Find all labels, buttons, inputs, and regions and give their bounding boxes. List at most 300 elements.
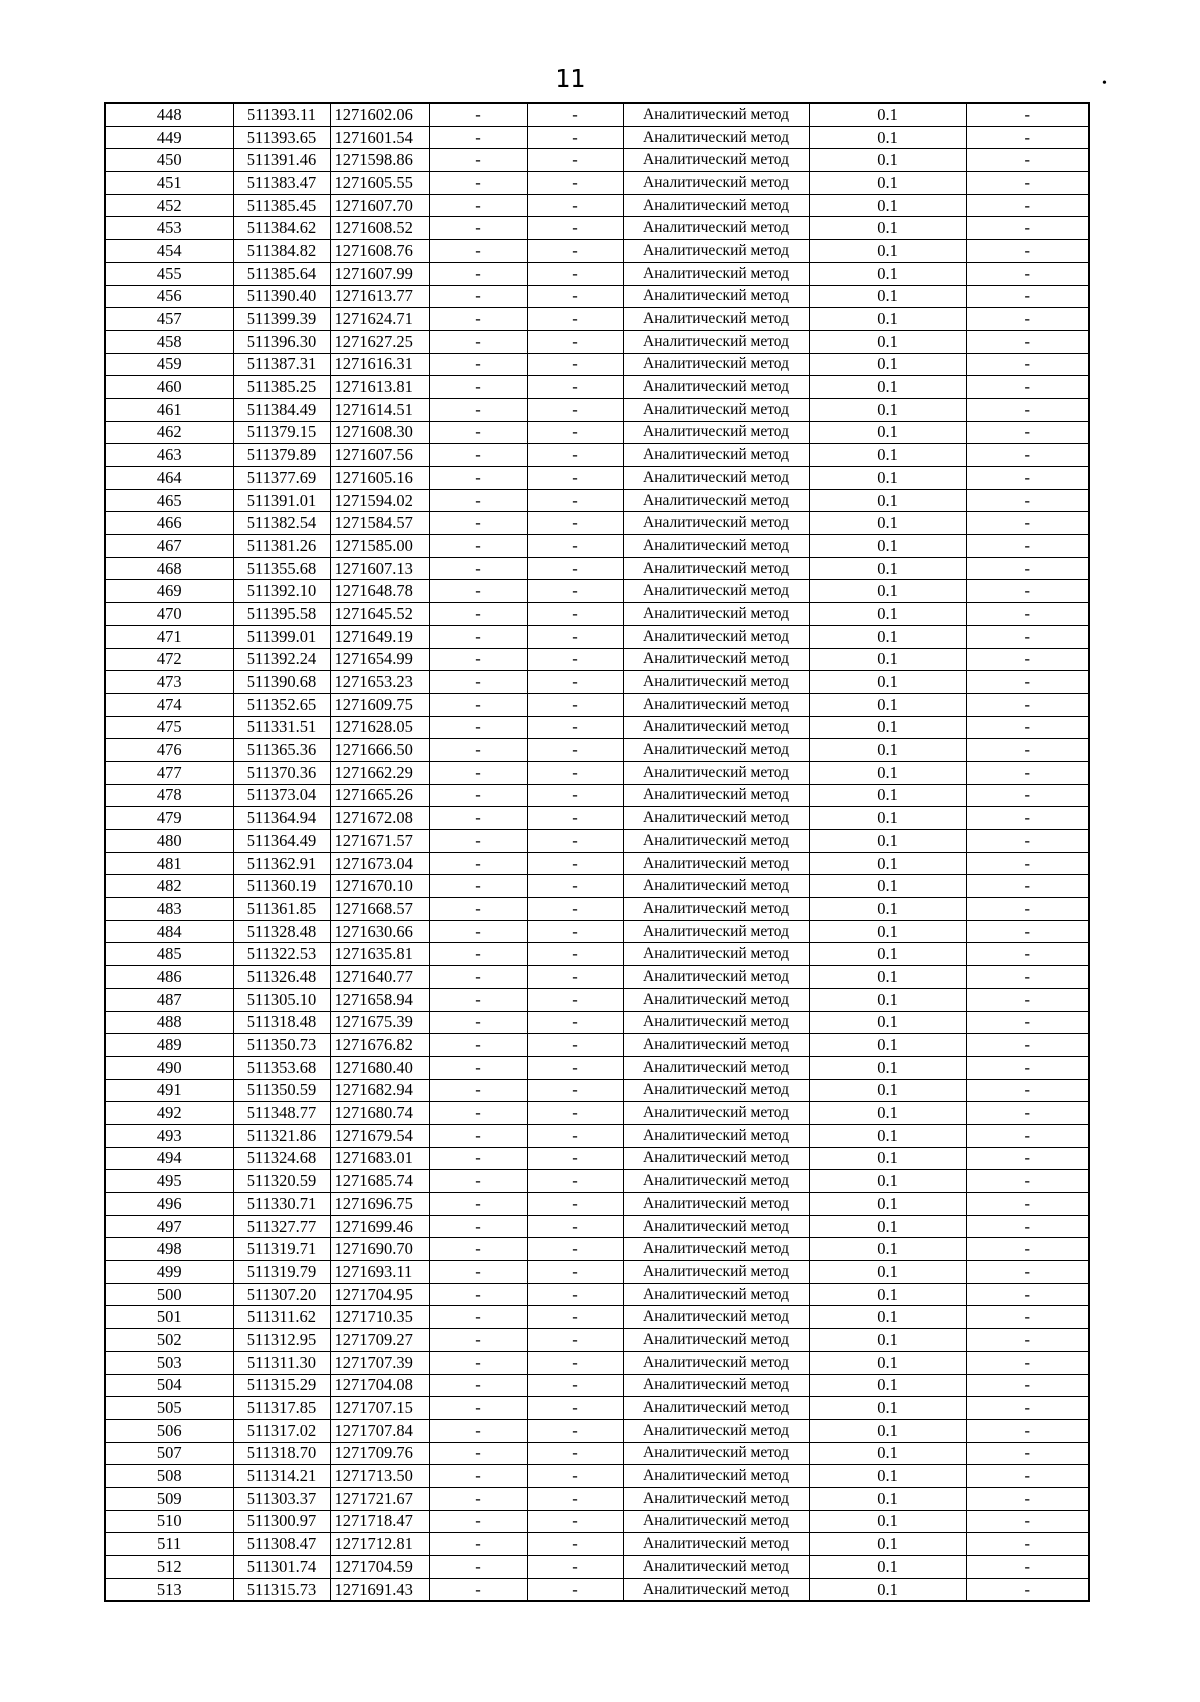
note-dash-cell: -	[966, 1374, 1089, 1397]
point-number-cell: 492	[105, 1102, 233, 1125]
y-coordinate-cell: 1271624.71	[330, 308, 429, 331]
note-dash-cell: -	[966, 648, 1089, 671]
accuracy-cell: 0.1	[809, 966, 966, 989]
empty-dash-cell-b: -	[527, 1170, 623, 1193]
point-number-cell: 460	[105, 376, 233, 399]
accuracy-cell: 0.1	[809, 1397, 966, 1420]
method-cell: Аналитический метод	[623, 308, 809, 331]
empty-dash-cell-b: -	[527, 421, 623, 444]
y-coordinate-cell: 1271628.05	[330, 716, 429, 739]
y-coordinate-cell: 1271676.82	[330, 1034, 429, 1057]
x-coordinate-cell: 511399.39	[233, 308, 330, 331]
table-row	[105, 535, 1089, 558]
coordinates-table-body	[105, 103, 1089, 1601]
table-row	[105, 625, 1089, 648]
accuracy-cell: 0.1	[809, 103, 966, 126]
method-cell: Аналитический метод	[623, 1238, 809, 1261]
table-row	[105, 580, 1089, 603]
empty-dash-cell-b: -	[527, 943, 623, 966]
method-cell: Аналитический метод	[623, 1533, 809, 1556]
y-coordinate-cell: 1271608.52	[330, 217, 429, 240]
table-row	[105, 693, 1089, 716]
empty-dash-cell-a: -	[429, 444, 527, 467]
note-dash-cell: -	[966, 988, 1089, 1011]
point-number-cell: 496	[105, 1193, 233, 1216]
accuracy-cell: 0.1	[809, 1329, 966, 1352]
empty-dash-cell-b: -	[527, 149, 623, 172]
empty-dash-cell-b: -	[527, 444, 623, 467]
empty-dash-cell-b: -	[527, 557, 623, 580]
point-number-cell: 468	[105, 557, 233, 580]
accuracy-cell: 0.1	[809, 761, 966, 784]
accuracy-cell: 0.1	[809, 1056, 966, 1079]
note-dash-cell: -	[966, 557, 1089, 580]
empty-dash-cell-a: -	[429, 398, 527, 421]
accuracy-cell: 0.1	[809, 1556, 966, 1579]
table-row	[105, 1374, 1089, 1397]
x-coordinate-cell: 511384.62	[233, 217, 330, 240]
page-number: 11	[554, 64, 586, 93]
empty-dash-cell-a: -	[429, 580, 527, 603]
empty-dash-cell-b: -	[527, 1578, 623, 1601]
x-coordinate-cell: 511362.91	[233, 852, 330, 875]
y-coordinate-cell: 1271704.08	[330, 1374, 429, 1397]
x-coordinate-cell: 511300.97	[233, 1510, 330, 1533]
empty-dash-cell-b: -	[527, 920, 623, 943]
x-coordinate-cell: 511328.48	[233, 920, 330, 943]
y-coordinate-cell: 1271614.51	[330, 398, 429, 421]
y-coordinate-cell: 1271691.43	[330, 1578, 429, 1601]
accuracy-cell: 0.1	[809, 943, 966, 966]
empty-dash-cell-b: -	[527, 308, 623, 331]
empty-dash-cell-a: -	[429, 308, 527, 331]
method-cell: Аналитический метод	[623, 1079, 809, 1102]
empty-dash-cell-a: -	[429, 103, 527, 126]
point-number-cell: 451	[105, 172, 233, 195]
y-coordinate-cell: 1271605.55	[330, 172, 429, 195]
y-coordinate-cell: 1271598.86	[330, 149, 429, 172]
method-cell: Аналитический метод	[623, 966, 809, 989]
point-number-cell: 464	[105, 467, 233, 490]
note-dash-cell: -	[966, 421, 1089, 444]
note-dash-cell: -	[966, 625, 1089, 648]
method-cell: Аналитический метод	[623, 1193, 809, 1216]
point-number-cell: 490	[105, 1056, 233, 1079]
y-coordinate-cell: 1271609.75	[330, 693, 429, 716]
y-coordinate-cell: 1271607.13	[330, 557, 429, 580]
x-coordinate-cell: 511326.48	[233, 966, 330, 989]
y-coordinate-cell: 1271710.35	[330, 1306, 429, 1329]
x-coordinate-cell: 511385.64	[233, 262, 330, 285]
empty-dash-cell-b: -	[527, 398, 623, 421]
method-cell: Аналитический метод	[623, 1215, 809, 1238]
method-cell: Аналитический метод	[623, 716, 809, 739]
method-cell: Аналитический метод	[623, 807, 809, 830]
method-cell: Аналитический метод	[623, 671, 809, 694]
method-cell: Аналитический метод	[623, 898, 809, 921]
empty-dash-cell-a: -	[429, 557, 527, 580]
accuracy-cell: 0.1	[809, 988, 966, 1011]
x-coordinate-cell: 511392.24	[233, 648, 330, 671]
point-number-cell: 463	[105, 444, 233, 467]
y-coordinate-cell: 1271709.76	[330, 1442, 429, 1465]
note-dash-cell: -	[966, 693, 1089, 716]
note-dash-cell: -	[966, 943, 1089, 966]
table-row	[105, 149, 1089, 172]
table-row	[105, 398, 1089, 421]
accuracy-cell: 0.1	[809, 557, 966, 580]
note-dash-cell: -	[966, 1261, 1089, 1284]
y-coordinate-cell: 1271704.95	[330, 1283, 429, 1306]
empty-dash-cell-a: -	[429, 1465, 527, 1488]
y-coordinate-cell: 1271690.70	[330, 1238, 429, 1261]
empty-dash-cell-a: -	[429, 262, 527, 285]
empty-dash-cell-a: -	[429, 1238, 527, 1261]
accuracy-cell: 0.1	[809, 240, 966, 263]
empty-dash-cell-b: -	[527, 353, 623, 376]
y-coordinate-cell: 1271665.26	[330, 784, 429, 807]
x-coordinate-cell: 511312.95	[233, 1329, 330, 1352]
method-cell: Аналитический метод	[623, 693, 809, 716]
table-row	[105, 852, 1089, 875]
x-coordinate-cell: 511391.01	[233, 489, 330, 512]
point-number-cell: 499	[105, 1261, 233, 1284]
empty-dash-cell-a: -	[429, 898, 527, 921]
method-cell: Аналитический метод	[623, 1170, 809, 1193]
empty-dash-cell-b: -	[527, 194, 623, 217]
table-row	[105, 1419, 1089, 1442]
y-coordinate-cell: 1271696.75	[330, 1193, 429, 1216]
empty-dash-cell-b: -	[527, 761, 623, 784]
empty-dash-cell-b: -	[527, 1283, 623, 1306]
table-row	[105, 262, 1089, 285]
method-cell: Аналитический метод	[623, 557, 809, 580]
method-cell: Аналитический метод	[623, 1578, 809, 1601]
table-row	[105, 512, 1089, 535]
y-coordinate-cell: 1271645.52	[330, 603, 429, 626]
empty-dash-cell-b: -	[527, 580, 623, 603]
empty-dash-cell-a: -	[429, 1011, 527, 1034]
empty-dash-cell-b: -	[527, 807, 623, 830]
point-number-cell: 478	[105, 784, 233, 807]
table-row	[105, 716, 1089, 739]
point-number-cell: 485	[105, 943, 233, 966]
method-cell: Аналитический метод	[623, 330, 809, 353]
method-cell: Аналитический метод	[623, 103, 809, 126]
note-dash-cell: -	[966, 898, 1089, 921]
point-number-cell: 448	[105, 103, 233, 126]
empty-dash-cell-a: -	[429, 535, 527, 558]
empty-dash-cell-a: -	[429, 1374, 527, 1397]
method-cell: Аналитический метод	[623, 1034, 809, 1057]
empty-dash-cell-a: -	[429, 1533, 527, 1556]
table-row	[105, 603, 1089, 626]
y-coordinate-cell: 1271682.94	[330, 1079, 429, 1102]
note-dash-cell: -	[966, 1056, 1089, 1079]
accuracy-cell: 0.1	[809, 1170, 966, 1193]
note-dash-cell: -	[966, 444, 1089, 467]
empty-dash-cell-b: -	[527, 603, 623, 626]
method-cell: Аналитический метод	[623, 1556, 809, 1579]
y-coordinate-cell: 1271670.10	[330, 875, 429, 898]
accuracy-cell: 0.1	[809, 875, 966, 898]
x-coordinate-cell: 511311.62	[233, 1306, 330, 1329]
empty-dash-cell-b: -	[527, 852, 623, 875]
method-cell: Аналитический метод	[623, 512, 809, 535]
note-dash-cell: -	[966, 1079, 1089, 1102]
empty-dash-cell-a: -	[429, 1079, 527, 1102]
y-coordinate-cell: 1271683.01	[330, 1147, 429, 1170]
x-coordinate-cell: 511370.36	[233, 761, 330, 784]
y-coordinate-cell: 1271707.15	[330, 1397, 429, 1420]
note-dash-cell: -	[966, 1215, 1089, 1238]
table-row	[105, 1170, 1089, 1193]
accuracy-cell: 0.1	[809, 398, 966, 421]
accuracy-cell: 0.1	[809, 1079, 966, 1102]
point-number-cell: 510	[105, 1510, 233, 1533]
x-coordinate-cell: 511319.71	[233, 1238, 330, 1261]
table-row	[105, 1442, 1089, 1465]
note-dash-cell: -	[966, 1306, 1089, 1329]
accuracy-cell: 0.1	[809, 830, 966, 853]
point-number-cell: 506	[105, 1419, 233, 1442]
method-cell: Аналитический метод	[623, 1487, 809, 1510]
empty-dash-cell-b: -	[527, 671, 623, 694]
method-cell: Аналитический метод	[623, 784, 809, 807]
method-cell: Аналитический метод	[623, 648, 809, 671]
table-row	[105, 1465, 1089, 1488]
note-dash-cell: -	[966, 1556, 1089, 1579]
empty-dash-cell-b: -	[527, 1238, 623, 1261]
accuracy-cell: 0.1	[809, 739, 966, 762]
table-row	[105, 353, 1089, 376]
y-coordinate-cell: 1271675.39	[330, 1011, 429, 1034]
accuracy-cell: 0.1	[809, 1306, 966, 1329]
note-dash-cell: -	[966, 285, 1089, 308]
point-number-cell: 493	[105, 1124, 233, 1147]
empty-dash-cell-b: -	[527, 898, 623, 921]
point-number-cell: 509	[105, 1487, 233, 1510]
note-dash-cell: -	[966, 966, 1089, 989]
empty-dash-cell-a: -	[429, 1578, 527, 1601]
x-coordinate-cell: 511384.82	[233, 240, 330, 263]
accuracy-cell: 0.1	[809, 1351, 966, 1374]
point-number-cell: 455	[105, 262, 233, 285]
accuracy-cell: 0.1	[809, 1419, 966, 1442]
method-cell: Аналитический метод	[623, 1147, 809, 1170]
empty-dash-cell-a: -	[429, 1351, 527, 1374]
point-number-cell: 482	[105, 875, 233, 898]
method-cell: Аналитический метод	[623, 1374, 809, 1397]
point-number-cell: 508	[105, 1465, 233, 1488]
empty-dash-cell-a: -	[429, 1056, 527, 1079]
x-coordinate-cell: 511392.10	[233, 580, 330, 603]
point-number-cell: 512	[105, 1556, 233, 1579]
x-coordinate-cell: 511390.68	[233, 671, 330, 694]
empty-dash-cell-b: -	[527, 489, 623, 512]
empty-dash-cell-a: -	[429, 172, 527, 195]
empty-dash-cell-a: -	[429, 467, 527, 490]
point-number-cell: 498	[105, 1238, 233, 1261]
empty-dash-cell-b: -	[527, 784, 623, 807]
x-coordinate-cell: 511321.86	[233, 1124, 330, 1147]
x-coordinate-cell: 511382.54	[233, 512, 330, 535]
note-dash-cell: -	[966, 1487, 1089, 1510]
x-coordinate-cell: 511317.85	[233, 1397, 330, 1420]
point-number-cell: 452	[105, 194, 233, 217]
point-number-cell: 505	[105, 1397, 233, 1420]
table-row	[105, 761, 1089, 784]
x-coordinate-cell: 511314.21	[233, 1465, 330, 1488]
accuracy-cell: 0.1	[809, 580, 966, 603]
table-row	[105, 285, 1089, 308]
note-dash-cell: -	[966, 1510, 1089, 1533]
table-row	[105, 103, 1089, 126]
point-number-cell: 473	[105, 671, 233, 694]
table-row	[105, 807, 1089, 830]
x-coordinate-cell: 511385.45	[233, 194, 330, 217]
table-row	[105, 988, 1089, 1011]
point-number-cell: 491	[105, 1079, 233, 1102]
method-cell: Аналитический метод	[623, 761, 809, 784]
accuracy-cell: 0.1	[809, 1442, 966, 1465]
empty-dash-cell-a: -	[429, 376, 527, 399]
point-number-cell: 458	[105, 330, 233, 353]
note-dash-cell: -	[966, 240, 1089, 263]
y-coordinate-cell: 1271666.50	[330, 739, 429, 762]
table-row	[105, 1193, 1089, 1216]
point-number-cell: 465	[105, 489, 233, 512]
note-dash-cell: -	[966, 262, 1089, 285]
empty-dash-cell-a: -	[429, 943, 527, 966]
note-dash-cell: -	[966, 739, 1089, 762]
note-dash-cell: -	[966, 1011, 1089, 1034]
table-row	[105, 648, 1089, 671]
note-dash-cell: -	[966, 1147, 1089, 1170]
method-cell: Аналитический метод	[623, 1351, 809, 1374]
method-cell: Аналитический метод	[623, 149, 809, 172]
point-number-cell: 481	[105, 852, 233, 875]
y-coordinate-cell: 1271613.81	[330, 376, 429, 399]
empty-dash-cell-b: -	[527, 240, 623, 263]
empty-dash-cell-a: -	[429, 1193, 527, 1216]
empty-dash-cell-a: -	[429, 920, 527, 943]
empty-dash-cell-a: -	[429, 988, 527, 1011]
method-cell: Аналитический метод	[623, 1102, 809, 1125]
table-row	[105, 1487, 1089, 1510]
table-row	[105, 1261, 1089, 1284]
y-coordinate-cell: 1271648.78	[330, 580, 429, 603]
method-cell: Аналитический метод	[623, 1465, 809, 1488]
note-dash-cell: -	[966, 920, 1089, 943]
method-cell: Аналитический метод	[623, 943, 809, 966]
empty-dash-cell-b: -	[527, 739, 623, 762]
point-number-cell: 474	[105, 693, 233, 716]
accuracy-cell: 0.1	[809, 285, 966, 308]
method-cell: Аналитический метод	[623, 467, 809, 490]
empty-dash-cell-a: -	[429, 1419, 527, 1442]
table-row	[105, 1079, 1089, 1102]
table-row	[105, 875, 1089, 898]
x-coordinate-cell: 511385.25	[233, 376, 330, 399]
note-dash-cell: -	[966, 467, 1089, 490]
x-coordinate-cell: 511365.36	[233, 739, 330, 762]
point-number-cell: 484	[105, 920, 233, 943]
table-row	[105, 1329, 1089, 1352]
accuracy-cell: 0.1	[809, 920, 966, 943]
table-row	[105, 943, 1089, 966]
table-row	[105, 1215, 1089, 1238]
table-row	[105, 1124, 1089, 1147]
y-coordinate-cell: 1271679.54	[330, 1124, 429, 1147]
point-number-cell: 476	[105, 739, 233, 762]
accuracy-cell: 0.1	[809, 671, 966, 694]
empty-dash-cell-a: -	[429, 1102, 527, 1125]
note-dash-cell: -	[966, 489, 1089, 512]
method-cell: Аналитический метод	[623, 1011, 809, 1034]
method-cell: Аналитический метод	[623, 1261, 809, 1284]
coordinates-table	[104, 102, 1090, 1602]
point-number-cell: 488	[105, 1011, 233, 1034]
method-cell: Аналитический метод	[623, 852, 809, 875]
accuracy-cell: 0.1	[809, 376, 966, 399]
accuracy-cell: 0.1	[809, 489, 966, 512]
empty-dash-cell-b: -	[527, 1329, 623, 1352]
note-dash-cell: -	[966, 852, 1089, 875]
empty-dash-cell-a: -	[429, 126, 527, 149]
table-row	[105, 557, 1089, 580]
y-coordinate-cell: 1271721.67	[330, 1487, 429, 1510]
point-number-cell: 469	[105, 580, 233, 603]
method-cell: Аналитический метод	[623, 217, 809, 240]
accuracy-cell: 0.1	[809, 1124, 966, 1147]
y-coordinate-cell: 1271649.19	[330, 625, 429, 648]
point-number-cell: 457	[105, 308, 233, 331]
table-row	[105, 1102, 1089, 1125]
table-row	[105, 1510, 1089, 1533]
point-number-cell: 449	[105, 126, 233, 149]
x-coordinate-cell: 511303.37	[233, 1487, 330, 1510]
table-row	[105, 217, 1089, 240]
note-dash-cell: -	[966, 353, 1089, 376]
point-number-cell: 503	[105, 1351, 233, 1374]
y-coordinate-cell: 1271607.99	[330, 262, 429, 285]
note-dash-cell: -	[966, 194, 1089, 217]
point-number-cell: 456	[105, 285, 233, 308]
table-row	[105, 240, 1089, 263]
y-coordinate-cell: 1271608.30	[330, 421, 429, 444]
method-cell: Аналитический метод	[623, 739, 809, 762]
y-coordinate-cell: 1271680.40	[330, 1056, 429, 1079]
y-coordinate-cell: 1271668.57	[330, 898, 429, 921]
empty-dash-cell-b: -	[527, 1397, 623, 1420]
y-coordinate-cell: 1271654.99	[330, 648, 429, 671]
x-coordinate-cell: 511318.48	[233, 1011, 330, 1034]
x-coordinate-cell: 511348.77	[233, 1102, 330, 1125]
point-number-cell: 497	[105, 1215, 233, 1238]
empty-dash-cell-b: -	[527, 1465, 623, 1488]
note-dash-cell: -	[966, 671, 1089, 694]
empty-dash-cell-a: -	[429, 194, 527, 217]
y-coordinate-cell: 1271658.94	[330, 988, 429, 1011]
x-coordinate-cell: 511315.73	[233, 1578, 330, 1601]
point-number-cell: 467	[105, 535, 233, 558]
accuracy-cell: 0.1	[809, 262, 966, 285]
empty-dash-cell-a: -	[429, 1329, 527, 1352]
x-coordinate-cell: 511364.94	[233, 807, 330, 830]
table-row	[105, 489, 1089, 512]
empty-dash-cell-b: -	[527, 830, 623, 853]
